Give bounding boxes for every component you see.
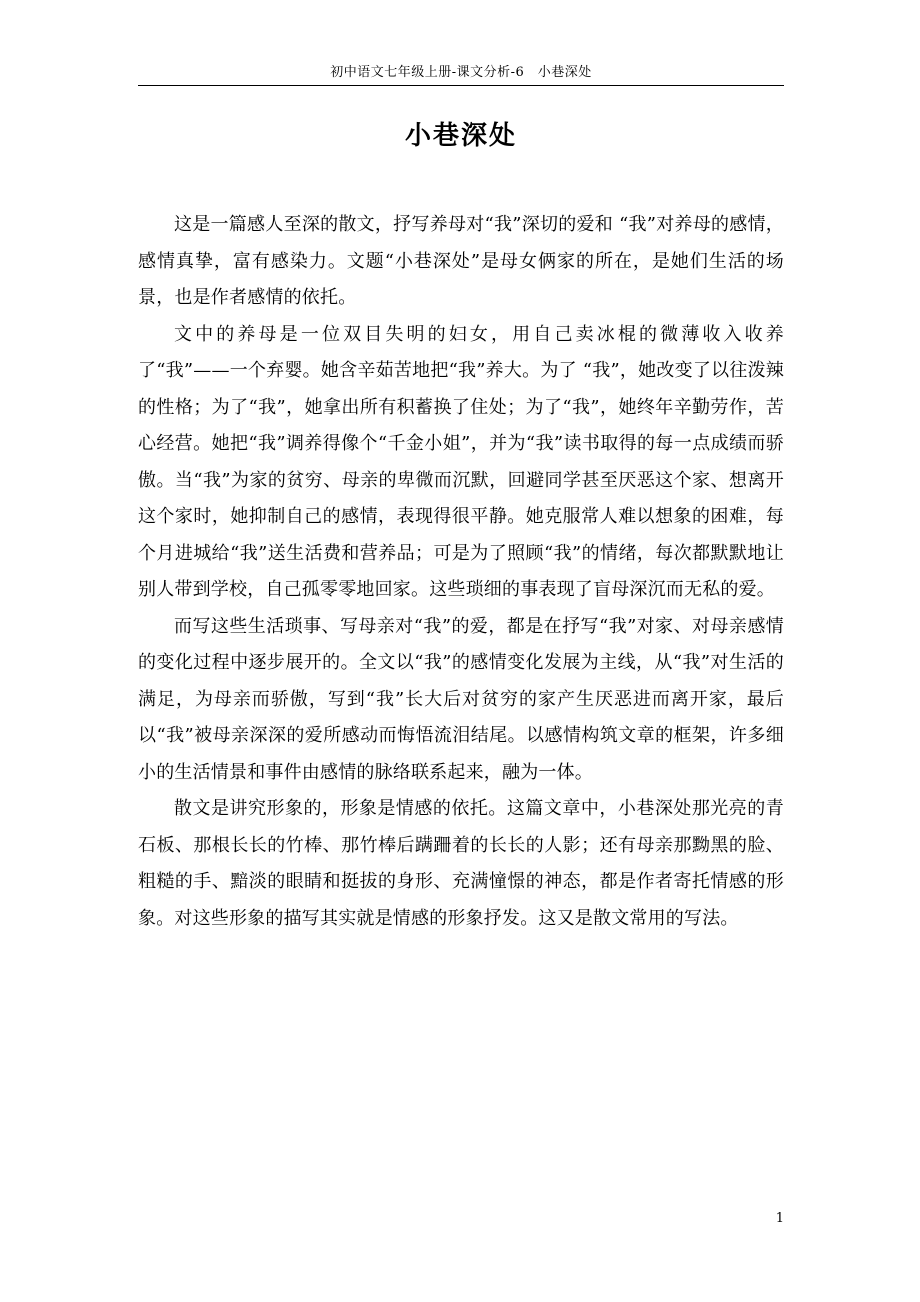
article-body: [138, 207, 784, 937]
paragraph-4: 散文是讲究形象的，形象是情感的依托。这篇文章中，小巷深处那光亮的青石板、那根长长的竹棒、那竹棒后蹒跚着的长长的人影；还有母亲那黝黑的脸、粗糙的手、黯淡的眼睛和挺拔的身形、充满憧憬的神态，都是作者寄托情感的形象。对这些形象的描写其实就是情感的形象抒发。这又是散文常用的写法。: [138, 798, 784, 929]
paragraph-2: 文中的养母是一位双目失明的妇女，用自己卖冰棍的微薄收入收养了“我”——一个弃婴。她含辛茹苦地把“我”养大。为了 “我”，她改变了以往泼辣的性格；为了“我”，她拿出所有积蓄换了住处；为了“我”，她终年辛勤劳作，苦心经营。她把“我”调养得像个“千金小姐”，并为“我”读书取得的每一点成绩而骄傲。当“我”为家的贫穷、母亲的卑微而沉默，回避同学甚至厌恶这个家、想离开这个家时，她抑制自己的感情，表现得很平静。她克服常人难以想象的困难，每个月进城给“我”送生活费和营养品；可是为了照顾“我”的情绪，每次都默默地让别人带到学校，自己孤零零地回家。这些琐细的事表现了盲母深沉而无私的爱。: [138, 323, 784, 600]
header-divider: [138, 85, 784, 86]
running-header: 初中语文七年级上册-课文分析-6 小巷深处: [330, 65, 592, 80]
page-number: 1: [775, 1211, 784, 1226]
paragraph-1: 这是一篇感人至深的散文，抒写养母对“我”深切的爱和 “我”对养母的感情，感情真挚，富有感染力。文题“小巷深处”是母女俩家的所在，是她们生活的场景，也是作者感情的依托。: [138, 214, 784, 308]
paragraph-3: 而写这些生活琐事、写母亲对“我”的爱，都是在抒写“我”对家、对母亲感情的变化过程中逐步展开的。全文以“我”的感情变化发展为主线，从“我”对生活的满足，为母亲而骄傲，写到“我”长大后对贫穷的家产生厌恶进而离开家，最后以“我”被母亲深深的爱所感动而悔悟流泪结尾。以感情构筑文章的框架，许多细小的生活情景和事件由感情的脉络联系起来，融为一体。: [138, 615, 784, 783]
page-title: 小巷深处: [404, 121, 517, 151]
